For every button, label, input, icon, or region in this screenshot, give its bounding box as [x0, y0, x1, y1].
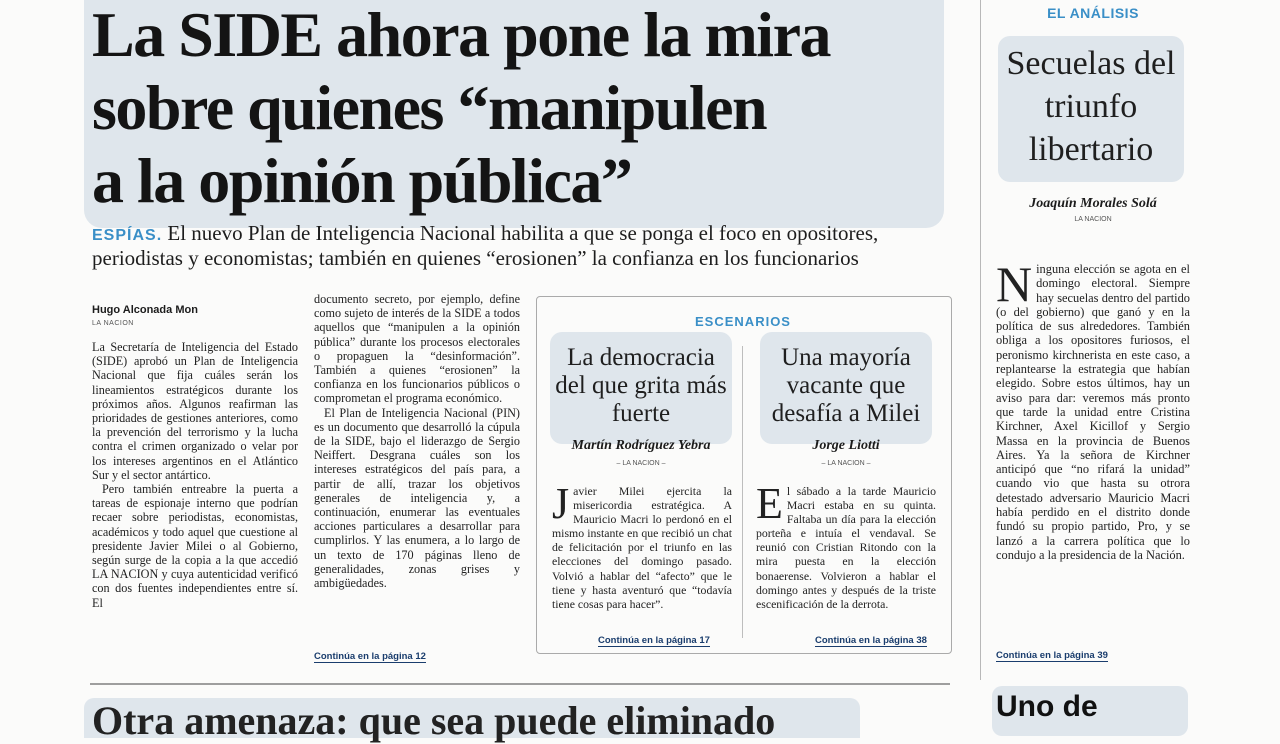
headline-line-2: sobre quienes “manipulen [92, 72, 767, 143]
analysis-text: Ninguna elección se agota en el domingo electoral. Siempre hay secuelas dentro del partido (o del gobierno) que ganó y en la política de sus alrededores. También obliga a los opositores furiosos, el peronismo kirchnerista en este caso, a replantearse la estrategia que habían elegido. Sobre estos últimos, hay un aviso para dar: veremos más pronto que tarde la unidad entre Cristina Kirchner, Axel Kicillof y Sergio Massa en la provincia de Buenos Aires. Ya la señora de Kirchner anticipó que “no rifará la unidad” cuando vio que hasta su otrora detestado adversario Mauricio Macri había perdido en el distrito donde fundó su propio partido, Pro, y se lanzó a la carrera política que lo condujo a la presidencia de la Nación. [996, 262, 1190, 562]
escenario-left-title[interactable]: La democracia del que grita más fuerte [550, 332, 732, 444]
escenario-left-dropcap: J [552, 484, 570, 528]
section-divider [90, 683, 950, 685]
main-article-col-1 [92, 340, 298, 658]
analysis-continues-link[interactable]: Continúa en la página 39 [996, 650, 1108, 661]
bottom-headline[interactable]: Otra amenaza: que sea puede eliminado [92, 698, 776, 743]
main-author: Hugo Alconada Mon [92, 304, 198, 316]
main-headline[interactable] [92, 0, 952, 217]
escenario-right-org: – LA NACION – [821, 460, 871, 467]
headline-deck [92, 222, 962, 270]
main-col2-para-1: documento secreto, por ejemplo, define como sujeto de interés de la SIDE a todos aquellos que “manipulen a la opinión pública” durante los procesos electorales o propaguen la “desinformación”. También a quienes “erosionen” la confianza en los funcionarios públicos o comprometan el programa económico. [314, 292, 520, 406]
escenario-left-org: – LA NACION – [616, 460, 666, 467]
analysis-org: LA NACION [1074, 216, 1112, 223]
escenario-left-text: Javier Milei ejercita la misericordia estratégica. A Mauricio Macri lo perdonó en el mismo instante en que recibió un chat de felicitación por el triunfo en las elecciones del domingo pasado. Volvió a hablar del “afecto” que le tiene y hasta aventuró que “todavía tiene cosas para hacer”. [552, 484, 732, 611]
main-col2-para-2: El Plan de Inteligencia Nacional (PIN) es un documento que desarrolló la cúpula de la SIDE, bajo el liderazgo de Sergio Neiffert. Desgrana cuáles son los intereses estratégicos del país para, a partir de allí, trazar los objetivos generales de inteligencia y, a continuación, enumerar las eventuales acciones particulares a desarrollar para cumplirlos. Y las enumera, a lo largo de un texto de 170 páginas lleno de generalidades, zonas grises y ambigüedades. [314, 405, 520, 591]
main-author-org: LA NACION [92, 320, 134, 327]
escenario-right-dropcap: E [756, 484, 783, 528]
analysis-title[interactable]: Secuelas del triunfo libertario [998, 36, 1184, 182]
escenario-right-continues-link[interactable]: Continúa en la página 38 [815, 635, 927, 646]
main-col1-para-2: Pero también entreabre la puerta a tareas de espionaje interno que podrían recaer sobre periodistas, economistas, académicos y todo aquel que cuestione al presidente Javier Milei o al Gobierno, según surge de la copia a la que accedió LA NACION y cuya autenticidad verificó con dos fuentes independientes entre sí. El [92, 482, 298, 610]
main-article-col-2 [314, 292, 520, 644]
escenarios-column-divider [742, 346, 743, 638]
deck-kicker: ESPÍAS. [92, 227, 163, 244]
headline-line-3: a la opinión pública” [92, 145, 632, 216]
column-rule [980, 0, 981, 680]
analysis-kicker: EL ANÁLISIS [1047, 5, 1139, 21]
main-col1-para-1: La Secretaría de Inteligencia del Estado (SIDE) aprobó un Plan de Inteligencia Nacional que fija cuáles serán los lineamientos estratégicos durante los próximos años. Algunos reafirman las prioridades de gestiones anteriores, como la prevención del terrorismo y la lucha contra el crimen organizado o velar por los intereses argentinos en el Atlántico Sur y el sector antártico. [92, 340, 298, 482]
escenarios-kicker: ESCENARIOS [695, 314, 791, 329]
escenario-right-author: Jorge Liotti [812, 438, 880, 453]
escenario-left-author: Martín Rodríguez Yebra [571, 438, 711, 453]
analysis-author: Joaquín Morales Solá [1029, 196, 1157, 211]
escenario-right-text: El sábado a la tarde Mauricio Macri estaba en su quinta. Faltaba un día para la elección porteña e intuía el vendaval. Se reunió con Cristian Ritondo con la mira puesta en la elección bonaerense. Volvieron a hablar el domingo antes y después de la triste escenificación de la derrota. [756, 484, 936, 611]
bottom-right-title[interactable]: Uno de [996, 690, 1098, 723]
escenario-left-continues-link[interactable]: Continúa en la página 17 [598, 635, 710, 646]
deck-text: El nuevo Plan de Inteligencia Nacional habilita a que se ponga el foco en opositores, periodistas y economistas; también en quienes “erosionen” la confianza en los funcionarios [92, 221, 879, 270]
escenario-right-title[interactable]: Una mayoría vacante que desafía a Milei [760, 332, 932, 444]
analysis-dropcap: N [996, 262, 1033, 312]
main-continues-link[interactable]: Continúa en la página 12 [314, 651, 426, 662]
headline-line-1: La SIDE ahora pone la mira [92, 0, 830, 70]
